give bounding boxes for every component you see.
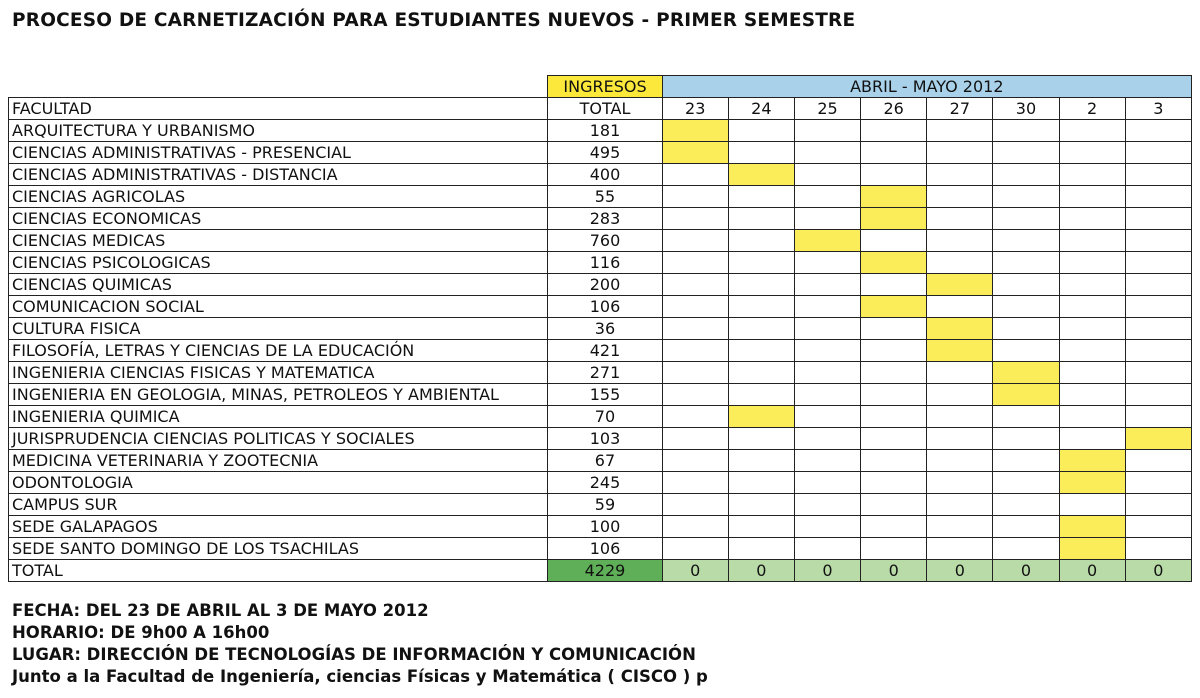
total-cell: 495: [548, 142, 662, 164]
scheduled-day-cell: [927, 318, 993, 340]
day-cell: [993, 120, 1059, 142]
day-cell: [1125, 318, 1191, 340]
day-cell: [794, 120, 860, 142]
day-cell: [993, 296, 1059, 318]
day-cell: [794, 516, 860, 538]
day-header: 24: [728, 98, 794, 120]
day-cell: [1059, 164, 1125, 186]
day-cell: [861, 538, 927, 560]
day-cell: [993, 494, 1059, 516]
facultad-cell: INGENIERIA EN GEOLOGIA, MINAS, PETROLEOS Y AMBIENTAL: [9, 384, 548, 406]
scheduled-day-cell: [662, 120, 728, 142]
scheduled-day-cell: [993, 362, 1059, 384]
day-cell: [1059, 142, 1125, 164]
day-cell: [1059, 494, 1125, 516]
table-row: [9, 362, 1192, 384]
junto-line: Junto a la Facultad de Ingeniería, ciencias Físicas y Matemática ( CISCO ) p: [12, 667, 708, 686]
day-cell: [728, 318, 794, 340]
table-row: [9, 494, 1192, 516]
facultad-cell: CIENCIAS AGRICOLAS: [9, 186, 548, 208]
total-cell: 67: [548, 450, 662, 472]
day-cell: [794, 186, 860, 208]
total-cell: 106: [548, 296, 662, 318]
day-cell: [1059, 230, 1125, 252]
day-cell: [1059, 384, 1125, 406]
facultad-cell: JURISPRUDENCIA CIENCIAS POLITICAS Y SOCIALES: [9, 428, 548, 450]
day-cell: [927, 428, 993, 450]
day-cell: [1059, 120, 1125, 142]
day-cell: [662, 428, 728, 450]
day-cell: [927, 186, 993, 208]
day-cell: [1125, 472, 1191, 494]
fecha-line: FECHA: DEL 23 DE ABRIL AL 3 DE MAYO 2012: [12, 601, 429, 620]
total-cell: 55: [548, 186, 662, 208]
day-cell: [1125, 186, 1191, 208]
day-cell: [993, 274, 1059, 296]
day-header: 3: [1125, 98, 1191, 120]
facultad-cell: ARQUITECTURA Y URBANISMO: [9, 120, 548, 142]
day-cell: [861, 406, 927, 428]
scheduled-day-cell: [993, 384, 1059, 406]
day-cell: [861, 384, 927, 406]
day-cell: [1125, 362, 1191, 384]
facultad-cell: SEDE SANTO DOMINGO DE LOS TSACHILAS: [9, 538, 548, 560]
day-cell: [993, 230, 1059, 252]
day-cell: [993, 406, 1059, 428]
day-cell: [662, 384, 728, 406]
facultad-cell: INGENIERIA CIENCIAS FISICAS Y MATEMATICA: [9, 362, 548, 384]
scheduled-day-cell: [728, 406, 794, 428]
day-cell: [728, 340, 794, 362]
day-cell: [1059, 296, 1125, 318]
day-cell: [927, 296, 993, 318]
scheduled-day-cell: [861, 208, 927, 230]
total-day-cell: 0: [1059, 560, 1125, 582]
header-row-2: [9, 98, 1192, 120]
day-cell: [662, 208, 728, 230]
day-cell: [927, 252, 993, 274]
total-cell: 116: [548, 252, 662, 274]
day-cell: [993, 252, 1059, 274]
day-cell: [1125, 142, 1191, 164]
day-cell: [1059, 362, 1125, 384]
table-row: [9, 472, 1192, 494]
table-row: [9, 384, 1192, 406]
day-cell: [662, 230, 728, 252]
day-cell: [662, 450, 728, 472]
total-sum: 4229: [548, 560, 662, 582]
day-cell: [927, 538, 993, 560]
day-cell: [662, 340, 728, 362]
ingresos-header: INGRESOS: [548, 76, 662, 98]
total-cell: 760: [548, 230, 662, 252]
day-cell: [794, 472, 860, 494]
day-cell: [927, 120, 993, 142]
day-cell: [728, 428, 794, 450]
day-cell: [927, 450, 993, 472]
document-title: PROCESO DE CARNETIZACIÓN PARA ESTUDIANTES NUEVOS - PRIMER SEMESTRE: [12, 10, 856, 31]
facultad-cell: CIENCIAS PSICOLOGICAS: [9, 252, 548, 274]
day-cell: [662, 318, 728, 340]
day-cell: [861, 516, 927, 538]
day-cell: [993, 516, 1059, 538]
table-row: [9, 340, 1192, 362]
day-cell: [993, 142, 1059, 164]
day-cell: [861, 428, 927, 450]
scheduled-day-cell: [861, 252, 927, 274]
day-cell: [662, 538, 728, 560]
total-cell: 100: [548, 516, 662, 538]
day-cell: [662, 164, 728, 186]
facultad-cell: CULTURA FISICA: [9, 318, 548, 340]
footer-info: [12, 600, 708, 688]
facultad-cell: CIENCIAS ADMINISTRATIVAS - DISTANCIA: [9, 164, 548, 186]
day-cell: [1059, 186, 1125, 208]
day-cell: [728, 516, 794, 538]
facultad-header: FACULTAD: [9, 98, 548, 120]
day-cell: [1125, 450, 1191, 472]
total-cell: 70: [548, 406, 662, 428]
total-cell: 106: [548, 538, 662, 560]
day-cell: [861, 318, 927, 340]
scheduled-day-cell: [728, 164, 794, 186]
day-cell: [662, 406, 728, 428]
day-cell: [1125, 296, 1191, 318]
facultad-cell: INGENIERIA QUIMICA: [9, 406, 548, 428]
day-cell: [1125, 208, 1191, 230]
scheduled-day-cell: [1059, 538, 1125, 560]
table-row: [9, 230, 1192, 252]
table-row: [9, 296, 1192, 318]
day-cell: [662, 362, 728, 384]
total-cell: 200: [548, 274, 662, 296]
day-cell: [993, 340, 1059, 362]
day-cell: [861, 120, 927, 142]
day-cell: [794, 208, 860, 230]
day-cell: [1059, 428, 1125, 450]
table-row: [9, 406, 1192, 428]
day-cell: [1125, 230, 1191, 252]
day-cell: [927, 164, 993, 186]
table-row: [9, 186, 1192, 208]
day-cell: [728, 120, 794, 142]
day-cell: [794, 252, 860, 274]
day-header: 23: [662, 98, 728, 120]
total-cell: 421: [548, 340, 662, 362]
day-header: 26: [861, 98, 927, 120]
day-cell: [927, 142, 993, 164]
table-row: [9, 208, 1192, 230]
table-row: [9, 318, 1192, 340]
scheduled-day-cell: [662, 142, 728, 164]
day-cell: [861, 164, 927, 186]
day-cell: [861, 340, 927, 362]
total-day-cell: 0: [927, 560, 993, 582]
day-cell: [1125, 406, 1191, 428]
day-header: 30: [993, 98, 1059, 120]
day-cell: [794, 384, 860, 406]
facultad-cell: CAMPUS SUR: [9, 494, 548, 516]
scheduled-day-cell: [794, 230, 860, 252]
day-cell: [728, 384, 794, 406]
day-cell: [861, 142, 927, 164]
table-row: [9, 164, 1192, 186]
day-cell: [728, 186, 794, 208]
day-cell: [662, 516, 728, 538]
day-header: 2: [1059, 98, 1125, 120]
day-cell: [993, 450, 1059, 472]
day-cell: [662, 252, 728, 274]
total-cell: 36: [548, 318, 662, 340]
table-row: [9, 274, 1192, 296]
day-cell: [1125, 538, 1191, 560]
day-cell: [728, 362, 794, 384]
day-cell: [1059, 252, 1125, 274]
day-cell: [1125, 384, 1191, 406]
day-cell: [1059, 208, 1125, 230]
period-header: ABRIL - MAYO 2012: [662, 76, 1191, 98]
day-cell: [794, 142, 860, 164]
day-cell: [993, 186, 1059, 208]
total-cell: 103: [548, 428, 662, 450]
total-cell: 283: [548, 208, 662, 230]
day-cell: [927, 208, 993, 230]
day-cell: [794, 318, 860, 340]
day-cell: [927, 230, 993, 252]
day-cell: [794, 274, 860, 296]
scheduled-day-cell: [1059, 516, 1125, 538]
day-cell: [1059, 406, 1125, 428]
day-cell: [728, 208, 794, 230]
day-cell: [927, 516, 993, 538]
day-cell: [794, 428, 860, 450]
table-row: [9, 142, 1192, 164]
day-cell: [728, 230, 794, 252]
schedule-table: [8, 75, 1192, 582]
day-cell: [1125, 274, 1191, 296]
day-cell: [927, 384, 993, 406]
day-cell: [794, 538, 860, 560]
day-cell: [1059, 274, 1125, 296]
total-cell: 400: [548, 164, 662, 186]
day-cell: [993, 208, 1059, 230]
facultad-cell: CIENCIAS MEDICAS: [9, 230, 548, 252]
total-day-cell: 0: [794, 560, 860, 582]
scheduled-day-cell: [861, 296, 927, 318]
day-cell: [728, 142, 794, 164]
header-blank: [9, 76, 548, 98]
day-cell: [1125, 340, 1191, 362]
day-cell: [993, 428, 1059, 450]
day-cell: [1125, 252, 1191, 274]
horario-line: HORARIO: DE 9h00 A 16h00: [12, 623, 270, 642]
day-cell: [794, 450, 860, 472]
total-cell: 271: [548, 362, 662, 384]
scheduled-day-cell: [1059, 450, 1125, 472]
total-cell: 181: [548, 120, 662, 142]
day-cell: [993, 472, 1059, 494]
day-cell: [794, 362, 860, 384]
facultad-cell: MEDICINA VETERINARIA Y ZOOTECNIA: [9, 450, 548, 472]
day-cell: [993, 318, 1059, 340]
total-header: TOTAL: [548, 98, 662, 120]
lugar-line: LUGAR: DIRECCIÓN DE TECNOLOGÍAS DE INFORMACIÓN Y COMUNICACIÓN: [12, 645, 696, 664]
day-cell: [728, 472, 794, 494]
total-day-cell: 0: [993, 560, 1059, 582]
day-cell: [1125, 516, 1191, 538]
facultad-cell: SEDE GALAPAGOS: [9, 516, 548, 538]
day-cell: [794, 164, 860, 186]
day-cell: [794, 494, 860, 516]
total-cell: 245: [548, 472, 662, 494]
day-cell: [993, 164, 1059, 186]
table-row: [9, 120, 1192, 142]
table-row: [9, 538, 1192, 560]
table-row: [9, 516, 1192, 538]
day-cell: [861, 362, 927, 384]
header-row-1: [9, 76, 1192, 98]
day-cell: [993, 538, 1059, 560]
day-cell: [662, 494, 728, 516]
total-row: [9, 560, 1192, 582]
scheduled-day-cell: [927, 274, 993, 296]
day-cell: [662, 296, 728, 318]
day-cell: [728, 450, 794, 472]
day-cell: [728, 252, 794, 274]
total-cell: 59: [548, 494, 662, 516]
day-cell: [794, 296, 860, 318]
day-cell: [861, 494, 927, 516]
scheduled-day-cell: [1125, 428, 1191, 450]
day-cell: [927, 362, 993, 384]
day-cell: [927, 472, 993, 494]
day-cell: [1125, 120, 1191, 142]
day-cell: [662, 472, 728, 494]
day-cell: [794, 340, 860, 362]
scheduled-day-cell: [1059, 472, 1125, 494]
table-row: [9, 428, 1192, 450]
day-cell: [794, 406, 860, 428]
day-cell: [861, 450, 927, 472]
facultad-cell: CIENCIAS ADMINISTRATIVAS - PRESENCIAL: [9, 142, 548, 164]
day-header: 25: [794, 98, 860, 120]
day-header: 27: [927, 98, 993, 120]
day-cell: [728, 494, 794, 516]
table-row: [9, 252, 1192, 274]
day-cell: [1125, 494, 1191, 516]
total-cell: 155: [548, 384, 662, 406]
day-cell: [728, 538, 794, 560]
day-cell: [861, 472, 927, 494]
day-cell: [1125, 164, 1191, 186]
day-cell: [1059, 318, 1125, 340]
day-cell: [728, 274, 794, 296]
facultad-cell: ODONTOLOGIA: [9, 472, 548, 494]
day-cell: [927, 494, 993, 516]
facultad-cell: CIENCIAS QUIMICAS: [9, 274, 548, 296]
facultad-cell: FILOSOFÍA, LETRAS Y CIENCIAS DE LA EDUCACIÓN: [9, 340, 548, 362]
total-day-cell: 0: [662, 560, 728, 582]
total-day-cell: 0: [1125, 560, 1191, 582]
day-cell: [861, 230, 927, 252]
facultad-cell: COMUNICACION SOCIAL: [9, 296, 548, 318]
facultad-cell: CIENCIAS ECONOMICAS: [9, 208, 548, 230]
day-cell: [861, 274, 927, 296]
total-day-cell: 0: [861, 560, 927, 582]
day-cell: [1059, 340, 1125, 362]
day-cell: [662, 186, 728, 208]
scheduled-day-cell: [927, 340, 993, 362]
total-day-cell: 0: [728, 560, 794, 582]
scheduled-day-cell: [861, 186, 927, 208]
table-row: [9, 450, 1192, 472]
day-cell: [728, 296, 794, 318]
day-cell: [662, 274, 728, 296]
total-row-label: TOTAL: [9, 560, 548, 582]
day-cell: [927, 406, 993, 428]
